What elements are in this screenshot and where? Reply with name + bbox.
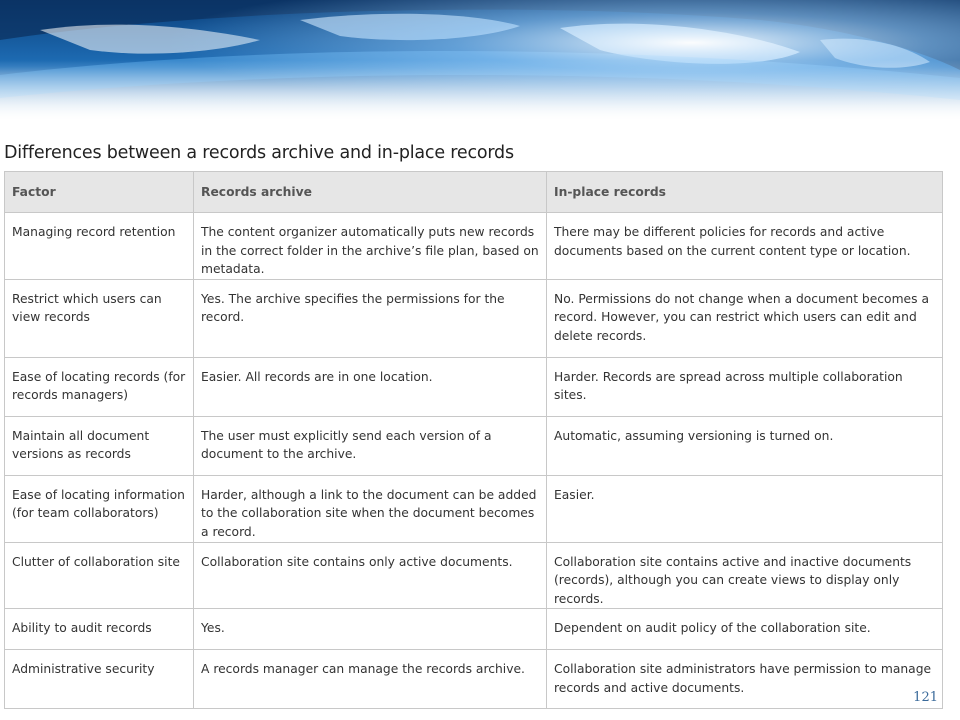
in-place-records-cell: Harder. Records are spread across multiple collaboration sites. — [547, 357, 943, 416]
column-header-in-place-records: In-place records — [547, 172, 943, 213]
in-place-records-cell: Automatic, assuming versioning is turned on. — [547, 416, 943, 475]
records-comparison-table — [4, 171, 943, 709]
table-row — [5, 357, 943, 416]
table-header-row — [5, 172, 943, 213]
in-place-records-cell: Easier. — [547, 475, 943, 542]
column-header-factor: Factor — [5, 172, 194, 213]
table-row — [5, 650, 943, 709]
factor-cell: Restrict which users can view records — [5, 279, 194, 357]
table-row — [5, 213, 943, 280]
factor-cell: Ease of locating records (for records managers) — [5, 357, 194, 416]
in-place-records-cell: Collaboration site contains active and inactive documents (records), although you can create views to display only records. — [547, 542, 943, 609]
factor-cell: Ease of locating information (for team collaborators) — [5, 475, 194, 542]
column-header-records-archive: Records archive — [194, 172, 547, 213]
records-archive-cell: A records manager can manage the records archive. — [194, 650, 547, 709]
table-row — [5, 609, 943, 650]
records-archive-cell: Yes. — [194, 609, 547, 650]
in-place-records-cell: Dependent on audit policy of the collaboration site. — [547, 609, 943, 650]
slide-title: Differences between a records archive and in-place records — [4, 143, 514, 163]
table-row — [5, 475, 943, 542]
factor-cell: Ability to audit records — [5, 609, 194, 650]
globe-banner-image — [0, 0, 960, 122]
records-archive-cell: Harder, although a link to the document can be added to the collaboration site when the document becomes a record. — [194, 475, 547, 542]
table-row — [5, 279, 943, 357]
page-number: 121 — [913, 690, 938, 705]
table-row — [5, 416, 943, 475]
records-archive-cell: Easier. All records are in one location. — [194, 357, 547, 416]
records-archive-cell: The content organizer automatically puts new records in the correct folder in the archive’s file plan, based on metadata. — [194, 213, 547, 280]
records-archive-cell: Yes. The archive specifies the permissions for the record. — [194, 279, 547, 357]
factor-cell: Managing record retention — [5, 213, 194, 280]
factor-cell: Maintain all document versions as records — [5, 416, 194, 475]
factor-cell: Administrative security — [5, 650, 194, 709]
in-place-records-cell: There may be different policies for records and active documents based on the current content type or location. — [547, 213, 943, 280]
table-row — [5, 542, 943, 609]
in-place-records-cell: Collaboration site administrators have permission to manage records and active documents. — [547, 650, 943, 709]
factor-cell: Clutter of collaboration site — [5, 542, 194, 609]
in-place-records-cell: No. Permissions do not change when a document becomes a record. However, you can restrict which users can edit and delete records. — [547, 279, 943, 357]
records-archive-cell: The user must explicitly send each version of a document to the archive. — [194, 416, 547, 475]
header-banner — [0, 0, 960, 122]
records-archive-cell: Collaboration site contains only active documents. — [194, 542, 547, 609]
